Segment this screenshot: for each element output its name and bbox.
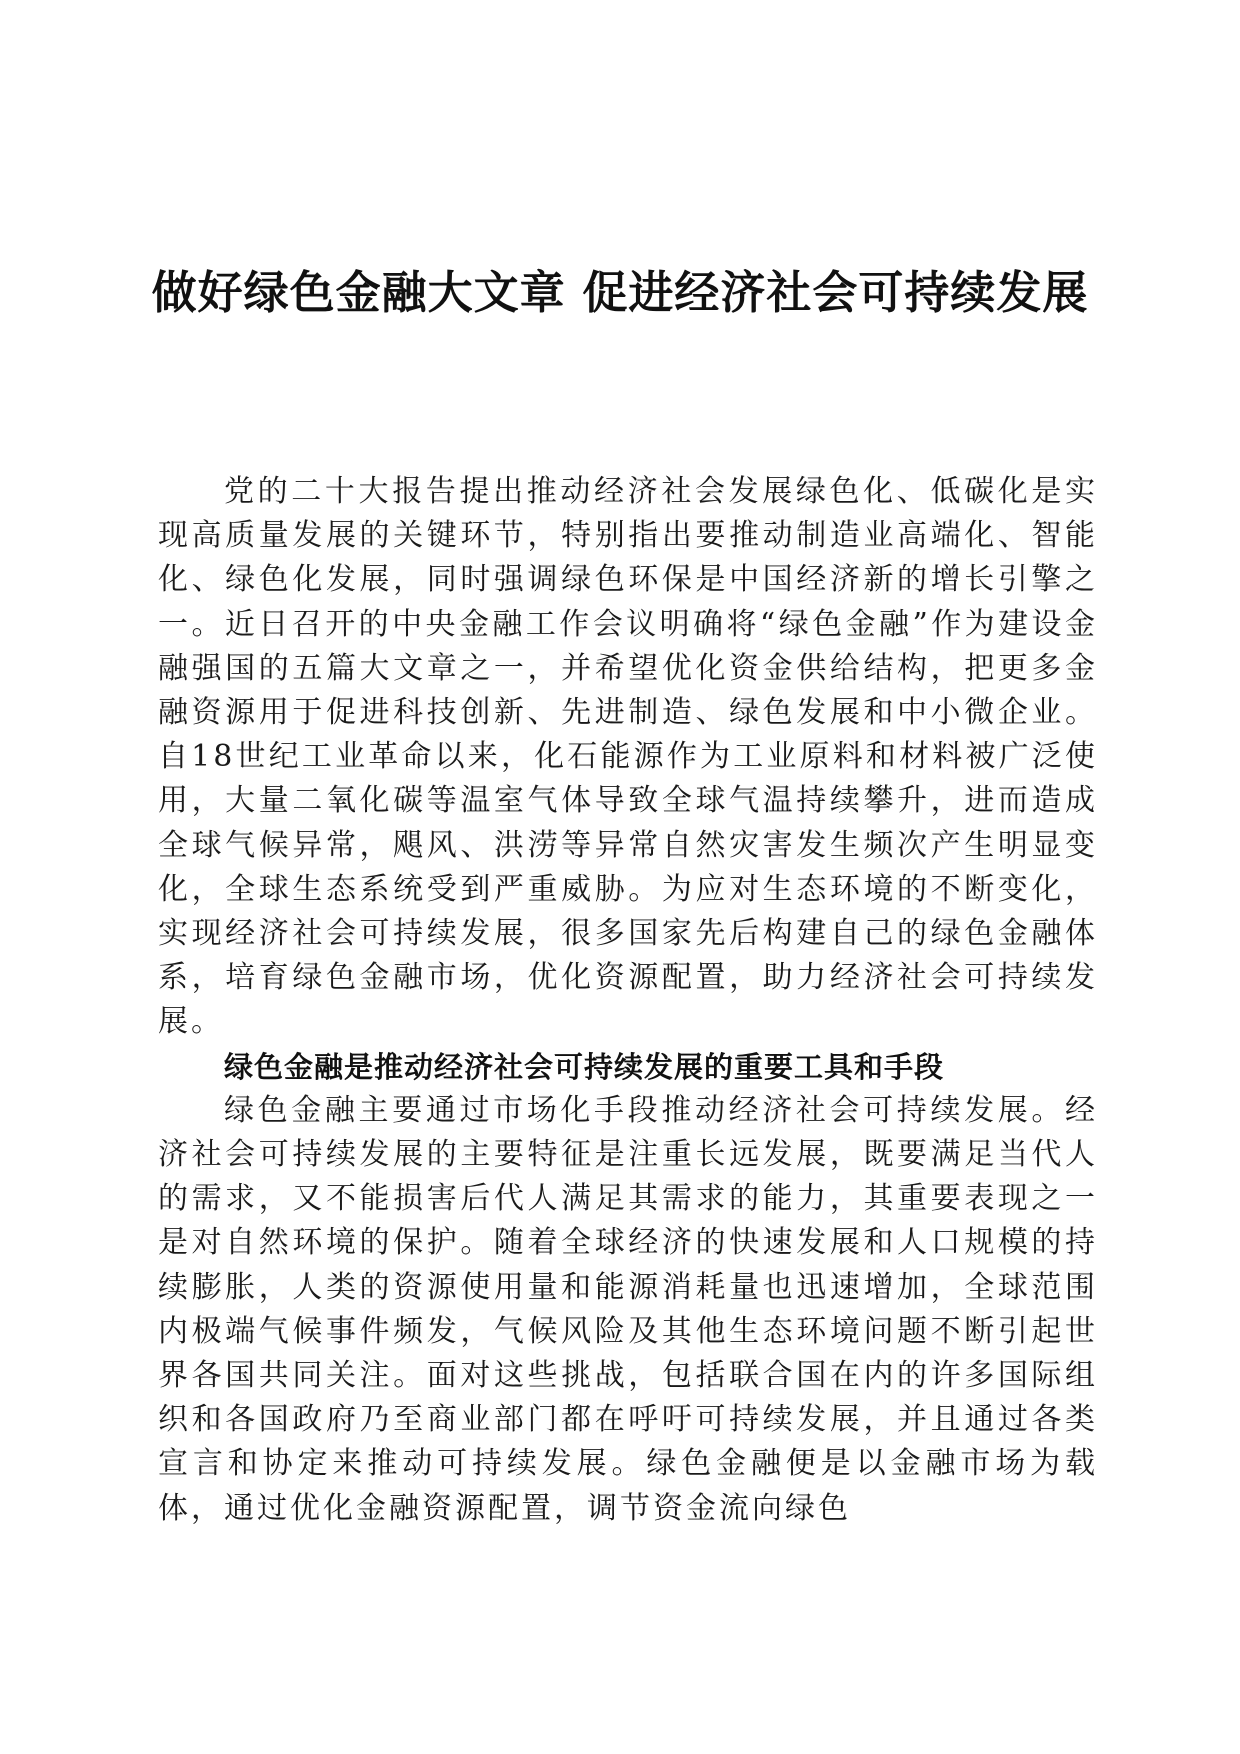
document-body xyxy=(158,470,1098,1531)
document-title: 做好绿色金融大文章 促进经济社会可持续发展 xyxy=(151,266,1089,319)
section-heading: 绿色金融是推动经济社会可持续发展的重要工具和手段 xyxy=(224,1049,945,1084)
section-paragraph: 绿色金融主要通过市场化手段推动经济社会可持续发展。经济社会可持续发展的主要特征是注重长远发展，既要满足当代人的需求，又不能损害后代人满足其需求的能力，其重要表现之一是对自然环境的保护。随着全球经济的快速发展和人口规模的持续膨胀，人类的资源使用量和能源消耗量也迅速增加，全球范围内极端气候事件频发，气候风险及其他生态环境问题不断引起世界各国共同关注。面对这些挑战，包括联合国在内的许多国际组织和各国政府乃至商业部门都在呼吁可持续发展，并且通过各类宣言和协定来推动可持续发展。绿色金融便是以金融市场为载体，通过优化金融资源配置，调节资金流向绿色 xyxy=(158,1092,1098,1526)
intro-paragraph: 党的二十大报告提出推动经济社会发展绿色化、低碳化是实现高质量发展的关键环节，特别指出要推动制造业高端化、智能化、绿色化发展，同时强调绿色环保是中国经济新的增长引擎之一。近日召开的中央金融工作会议明确将“绿色金融”作为建设金融强国的五篇大文章之一，并希望优化资金供给结构，把更多金融资源用于促进科技创新、先进制造、绿色发展和中小微企业。自18世纪工业革命以来，化石能源作为工业原料和材料被广泛使用，大量二氧化碳等温室气体导致全球气温持续攀升，进而造成全球气候异常，飓风、洪涝等异常自然灾害发生频次产生明显变化，全球生态系统受到严重威胁。为应对生态环境的不断变化，实现经济社会可持续发展，很多国家先后构建自己的绿色金融体系，培育绿色金融市场，优化资源配置，助力经济社会可持续发展。 xyxy=(158,474,1098,1040)
